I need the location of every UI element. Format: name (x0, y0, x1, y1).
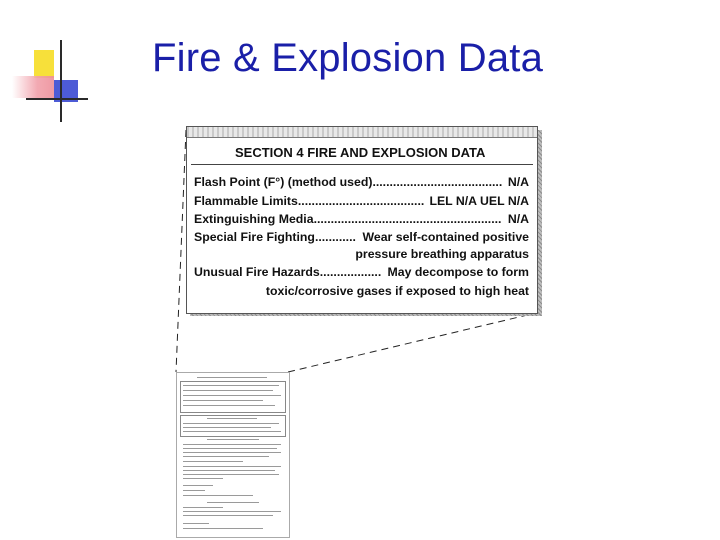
dot-leader: ...................................... (372, 175, 503, 189)
doc-line (183, 385, 279, 386)
zoomed-section-box (186, 126, 538, 314)
doc-line (183, 511, 281, 512)
dot-leader: .................. (319, 265, 382, 279)
doc-line (183, 474, 279, 475)
doc-line (207, 418, 257, 419)
doc-line (183, 431, 281, 432)
row-value: N/A (507, 212, 529, 226)
row-value: Wear self-contained positive (362, 230, 529, 244)
doc-line (183, 456, 269, 457)
doc-line (183, 528, 263, 529)
row-label: Flammable Limits (194, 194, 298, 208)
slide-title: Fire & Explosion Data (152, 36, 544, 80)
doc-line (183, 390, 273, 391)
dot-leader: ....................................................... (313, 212, 502, 226)
doc-line (183, 478, 223, 479)
section-heading: SECTION 4 FIRE AND EXPLOSION DATA (235, 145, 486, 160)
doc-line (183, 405, 275, 406)
msds-page-thumbnail (176, 372, 290, 538)
section-rule (191, 164, 533, 165)
row-value: May decompose to form (387, 265, 529, 279)
doc-line (183, 452, 281, 453)
doc-line (207, 502, 259, 503)
doc-line (183, 466, 281, 467)
row-value: LEL N/A UEL N/A (429, 194, 529, 208)
doc-line (183, 400, 263, 401)
row-value: N/A (507, 175, 529, 189)
row-value: pressure breathing apparatus (355, 247, 529, 261)
row-label: Unusual Fire Hazards (194, 265, 320, 279)
doc-line (183, 485, 213, 486)
doc-line (183, 423, 279, 424)
row-label: Flash Point (F°) (method used) (194, 175, 373, 189)
zoom-content (191, 139, 533, 309)
row-value: toxic/corrosive gases if exposed to high heat (265, 284, 529, 298)
doc-line (183, 515, 273, 516)
doc-line (183, 507, 223, 508)
doc-line (183, 523, 209, 524)
doc-line (183, 490, 205, 491)
row-label: Extinguishing Media (194, 212, 314, 226)
doc-line (197, 377, 267, 378)
row-label: Special Fire Fighting (194, 230, 315, 244)
dot-leader: ..................................... (297, 194, 425, 208)
dot-leader: ............ (314, 230, 356, 244)
doc-line (183, 444, 281, 445)
zoom-top-band (187, 127, 537, 138)
doc-line (183, 495, 253, 496)
doc-line (207, 439, 259, 440)
doc-line (183, 461, 243, 462)
doc-line (183, 427, 271, 428)
doc-line (183, 395, 281, 396)
doc-line (183, 448, 277, 449)
doc-line (183, 470, 275, 471)
